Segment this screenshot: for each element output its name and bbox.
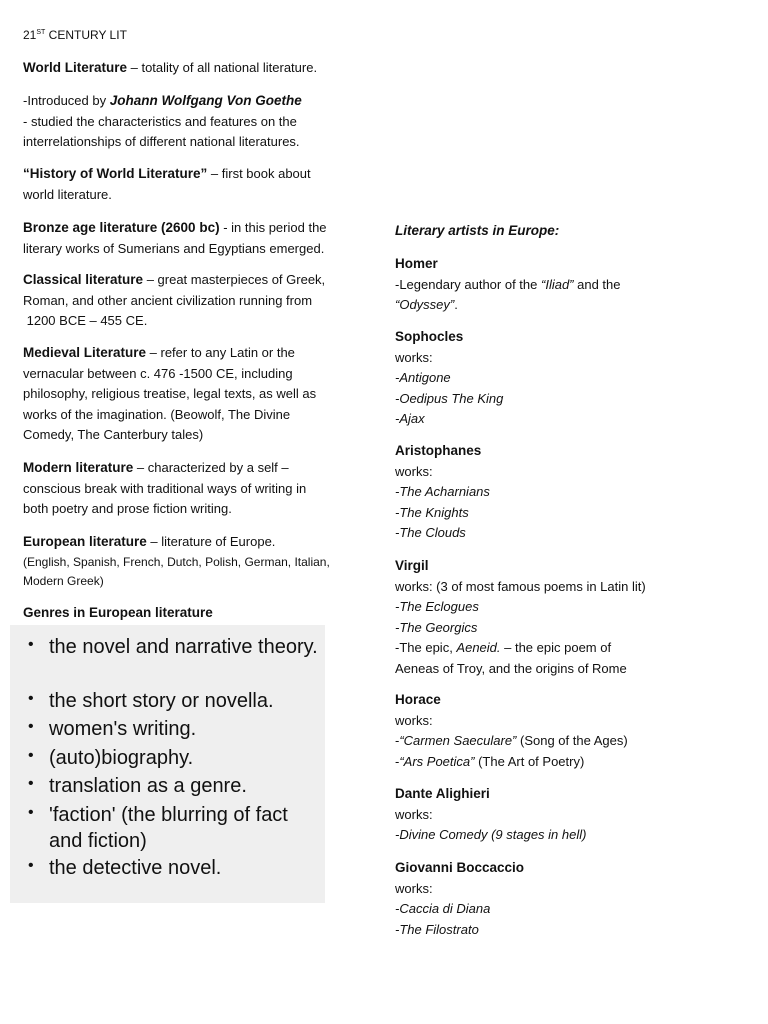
modern-term: Modern literature [23, 460, 134, 475]
bronze-def-2: literary works of Sumerians and Egyptians emerged. [23, 240, 325, 256]
homer-line-2-end: . [454, 297, 458, 312]
artist-name: Aristophanes [395, 443, 482, 458]
work-title: “Ars Poetica” [399, 753, 475, 769]
homer-line-1-end: and the [573, 276, 621, 292]
work-item: -Caccia di Diana [395, 901, 491, 916]
work-description: (The Art of Poetry) [474, 753, 585, 769]
medieval-def-2: vernacular between c. 476 -1500 CE, including [23, 365, 293, 381]
homer-entry [395, 254, 745, 316]
modern-def-1: – characterized by a self – [133, 460, 289, 475]
european-def-2: (English, Spanish, French, Dutch, Polish, German, Italian, [23, 554, 330, 569]
history-def-2: world literature. [23, 186, 112, 202]
work-item: -Antigone [395, 370, 451, 385]
literary-artists-heading: Literary artists in Europe: [395, 223, 560, 238]
classical-def-1: – great masterpieces of Greek, [143, 272, 326, 287]
works-label: works: [395, 880, 433, 896]
genre-text: (auto)biography. [49, 747, 194, 769]
goethe-entry [23, 91, 363, 153]
genre-text: translation as a genre. [49, 775, 247, 797]
medieval-entry [23, 343, 368, 446]
bullet-icon: • [28, 804, 34, 821]
medieval-def-4: works of the imagination. (Beowolf, The Divine [23, 406, 291, 422]
work-item: -Oedipus The King [395, 390, 504, 406]
artist-name: Sophocles [395, 329, 464, 344]
artist-name: Virgil [395, 558, 429, 573]
works-label: works: [395, 806, 433, 822]
dante-entry [395, 784, 745, 846]
works-label: works: [395, 712, 433, 728]
world-literature-entry [23, 58, 363, 79]
virgil-entry [395, 556, 755, 679]
work-prefix: -The epic, [395, 640, 457, 655]
artist-name: Dante Alighieri [395, 786, 490, 801]
work-title: “Odyssey” [395, 297, 455, 312]
world-literature-definition: – totality of all national literature. [127, 60, 318, 75]
sophocles-entry [395, 327, 745, 430]
works-label: works: (3 of most famous poems in Latin lit) [395, 578, 646, 594]
european-def-1: – literature of Europe. [146, 534, 276, 549]
history-term: “History of World Literature” [23, 166, 208, 181]
bullet-icon: • [28, 718, 34, 735]
intro-line-3: interrelationships of different national literatures. [23, 134, 300, 149]
genres-image [10, 625, 325, 903]
genre-item [28, 855, 318, 881]
artist-name: Homer [395, 256, 438, 271]
history-entry [23, 164, 363, 205]
genre-item [28, 773, 318, 799]
intro-line-2: - studied the characteristics and features on the [23, 113, 297, 129]
work-prefix: - [395, 753, 400, 769]
genre-item [28, 716, 318, 742]
homer-line-1: -Legendary author of the [395, 276, 541, 292]
medieval-def-3: philosophy, religious treatise, legal texts, as well as [23, 386, 317, 401]
intro-prefix: -Introduced by [23, 93, 110, 108]
european-entry [23, 532, 368, 591]
modern-def-3: both poetry and prose fiction writing. [23, 501, 232, 516]
modern-entry [23, 458, 368, 520]
work-item: -The Knights [395, 504, 469, 520]
genre-text: the short story or novella. [49, 690, 274, 712]
work-title: “Iliad” [541, 276, 574, 292]
aristophanes-entry [395, 441, 745, 544]
bronze-term: Bronze age literature (2600 bc) [23, 220, 220, 235]
european-term: European literature [23, 534, 147, 549]
genre-item [28, 634, 318, 660]
classical-def-3: 1200 BCE – 455 CE. [23, 313, 148, 328]
classical-entry [23, 270, 368, 332]
genre-text: 'faction' (the blurring of fact and fiction) [49, 804, 288, 852]
genre-text: the detective novel. [49, 857, 222, 879]
work-item: -The Clouds [395, 525, 466, 540]
works-label: works: [395, 463, 433, 479]
works-label: works: [395, 349, 433, 365]
world-literature-term: World Literature [23, 60, 128, 75]
title-superscript: ST [36, 29, 46, 36]
work-description: (Song of the Ages) [516, 733, 628, 748]
bullet-icon: • [28, 857, 34, 874]
bullet-icon: • [28, 690, 34, 707]
work-description: Aeneas of Troy, and the origins of Rome [395, 660, 627, 676]
document-title [23, 28, 127, 42]
horace-entry [395, 690, 745, 772]
work-description: – the epic poem of [500, 640, 612, 655]
artist-name: Horace [395, 692, 441, 707]
bronze-def-1: - in this period the [219, 220, 327, 235]
work-item: -The Filostrato [395, 921, 479, 937]
work-prefix: - [395, 733, 400, 748]
medieval-term: Medieval Literature [23, 345, 147, 360]
title-text: CENTURY LIT [48, 28, 127, 42]
classical-term: Classical literature [23, 272, 144, 287]
work-item: -The Acharnians [395, 484, 490, 499]
work-title: Aeneid. [456, 640, 501, 655]
genres-heading: Genres in European literature [23, 605, 213, 620]
work-item: -Ajax [395, 411, 425, 426]
genre-text: women's writing. [49, 718, 197, 740]
classical-def-2: Roman, and other ancient civilization running from [23, 292, 313, 308]
title-number: 21 [23, 28, 37, 42]
medieval-def-5: Comedy, The Canterbury tales) [23, 427, 204, 442]
work-item: -Divine Comedy (9 stages in hell) [395, 827, 587, 842]
work-item: -The Georgics [395, 619, 478, 635]
bullet-icon: • [28, 747, 34, 764]
medieval-def-1: – refer to any Latin or the [146, 345, 295, 360]
work-item: -The Eclogues [395, 599, 479, 614]
bullet-icon: • [28, 775, 34, 792]
bullet-icon: • [28, 636, 34, 653]
genre-item [28, 802, 318, 854]
genre-item [28, 745, 318, 771]
bronze-age-entry [23, 218, 368, 259]
boccaccio-entry [395, 858, 745, 940]
modern-def-2: conscious break with traditional ways of writing in [23, 480, 307, 496]
genre-text: the novel and narrative theory. [49, 636, 318, 658]
work-title: “Carmen Saeculare” [399, 733, 517, 748]
artist-name: Giovanni Boccaccio [395, 860, 525, 875]
history-def-1: – first book about [207, 166, 311, 181]
goethe-name: Johann Wolfgang Von Goethe [109, 93, 302, 108]
genre-item [28, 688, 318, 714]
european-def-3: Modern Greek) [23, 573, 104, 588]
